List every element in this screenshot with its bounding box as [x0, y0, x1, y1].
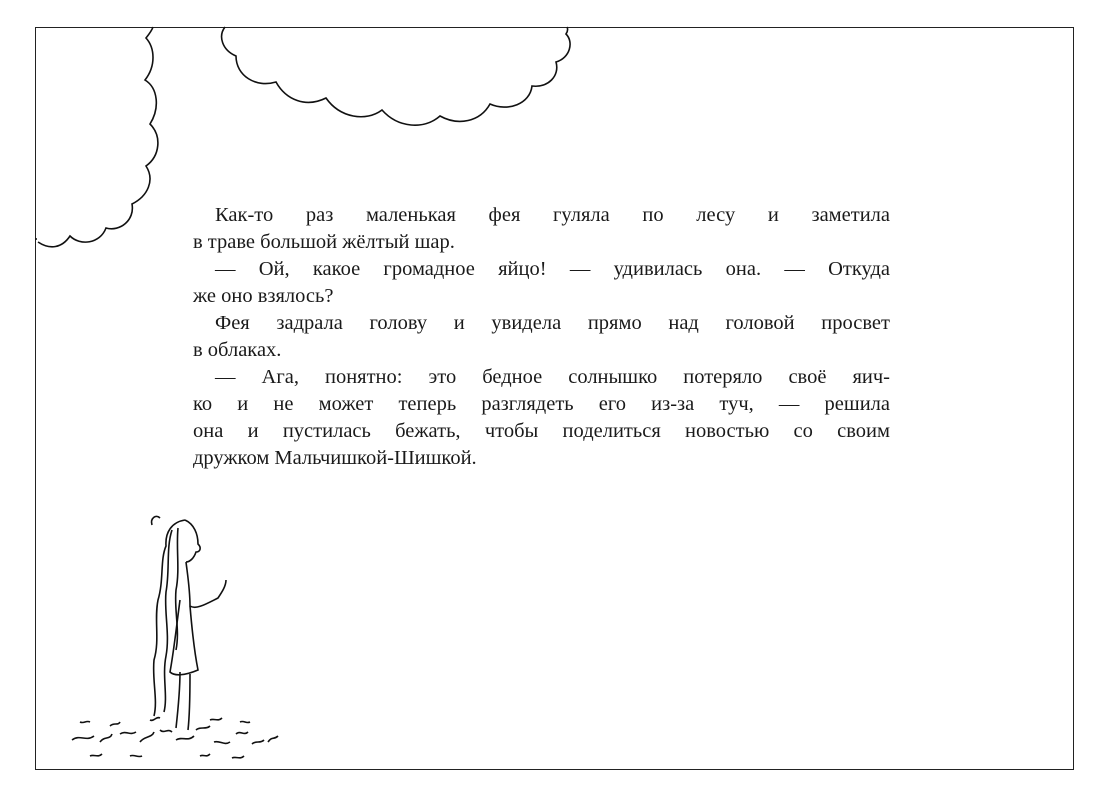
story-line: — Ага, понятно: это бедное солнышко потеряло своё яич- [215, 366, 890, 388]
story-line: же оно взялось? [193, 285, 334, 307]
fairy-drawing [72, 516, 278, 758]
story-line: Фея задрала голову и увидела прямо над головой просвет [215, 312, 890, 334]
story-line: дружком Мальчишкой-Шишкой. [193, 447, 477, 469]
story-line: — Ой, какое громадное яйцо! — удивилась она. — Откуда [215, 258, 890, 280]
story-line: в облаках. [193, 339, 282, 361]
story-text [193, 202, 890, 472]
story-line: Как-то раз маленькая фея гуляла по лесу и заметила [215, 204, 890, 226]
story-line: ко и не может теперь разглядеть его из-за туч, — решила [193, 393, 890, 415]
story-line: она и пустилась бежать, чтобы поделиться новостью со своим [193, 420, 890, 442]
story-line: в траве большой жёлтый шар. [193, 231, 455, 253]
